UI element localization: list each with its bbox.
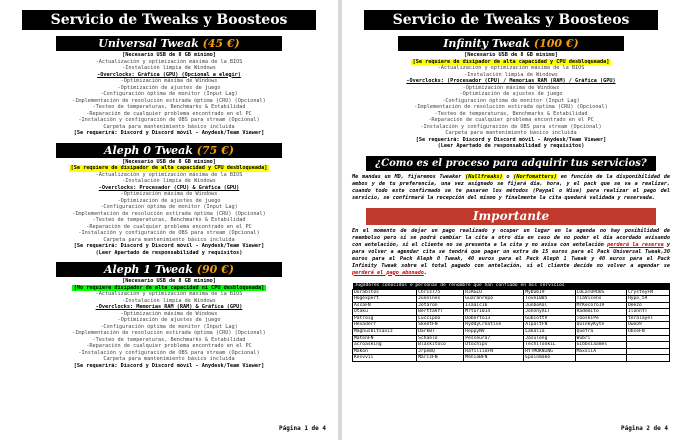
feature-text: [Se requiere de disipador de alta capacidad y CPU desbloqueada]: [412, 58, 610, 65]
aleph0-tweak-section: [0, 143, 338, 257]
feature-text: [Se requerirá: Discord y Discord móvil - Anydesk/Team Viewer]: [73, 243, 265, 249]
important-warning-1: perderá la reserva: [607, 241, 664, 248]
tier-name: Infinity Tweak: [443, 37, 531, 50]
page-number: Página 1 de 4: [279, 425, 326, 432]
feature-line: [8, 363, 330, 370]
table-cell: Otochips: [464, 342, 524, 349]
page-number: Página 2 de 4: [621, 425, 668, 432]
feature-text: Carpeta para mantenimiento básico incluida: [445, 130, 577, 136]
table-cell: teralayel: [626, 315, 669, 322]
tier-name: Universal Tweak: [98, 37, 199, 50]
table-cell: Dorabitos: [353, 289, 417, 296]
table-cell: MrKecoro19: [575, 302, 626, 309]
universal-feature-list: [0, 51, 338, 137]
players-table: [352, 283, 670, 363]
table-cell: Otaku: [353, 309, 417, 316]
table-cell: MatenFN: [353, 335, 417, 342]
aleph1-tweak-section: [0, 262, 338, 369]
process-heading: ¿Como es el proceso para adquirir tus servicios?: [366, 156, 656, 171]
table-cell: Tove1005: [524, 296, 575, 303]
feature-text: -Overclocks: Procesador (CPU) & Gráfica (GPU): [98, 184, 240, 191]
table-cell: BerttaVYT: [417, 309, 464, 316]
feature-text: -Overclocks: Gráfica (GPU) (Opcional a elegir): [97, 71, 241, 78]
table-cell: Jotaron: [417, 302, 464, 309]
table-cell: MyDub19: [524, 289, 575, 296]
feature-text: Carpeta para mantenimiento básico incluida: [103, 356, 235, 362]
table-cell: Schaelo: [417, 335, 464, 342]
feature-text: [Necesario USB de 8 GB mínimo]: [122, 158, 216, 165]
feature-text: -Actualización y optimización máxima de la BIOS: [95, 58, 243, 65]
table-row: [353, 322, 670, 329]
feature-text: -Optimización máxima de Windows: [120, 310, 218, 317]
feature-text: -Testeo de temperaturas, Benchmarks & Estabilidad: [92, 336, 246, 343]
table-cell: Gibbsiaames: [575, 342, 626, 349]
tier-name: Aleph 0 Tweak: [104, 143, 193, 157]
table-row: [353, 289, 670, 296]
infinity-tweak-heading: [398, 36, 624, 51]
feature-text: -Implementación de resolución estirada óptima (CRU) (Opcional): [72, 330, 266, 336]
table-cell: Rademito: [575, 309, 626, 316]
feature-text: [No requiere disipador de alta capacidad ni CPU desbloqueada]: [73, 284, 265, 291]
document-page-2: [342, 0, 680, 440]
feature-text: -Actualización y optimización máxima de la BIOS: [437, 65, 585, 71]
tier-price: (75 €): [196, 143, 234, 157]
tier-price: (90 €): [196, 263, 234, 276]
feature-text: (Leer Apartado de responsabilidad y requisitos): [437, 143, 585, 149]
feature-text: [Necesario USB de 8 GB mínimo]: [122, 278, 216, 284]
feature-text: [Se requiere de disipador de alta capacidad y CPU desbloqueada]: [70, 165, 268, 171]
table-cell: ReppyNV: [464, 329, 524, 336]
feature-line: [8, 130, 330, 137]
feature-text: -Configuración óptima de monitor (Input Lag): [100, 204, 238, 210]
feature-text: [Necesario USB de 8 GB mínimo]: [464, 52, 558, 58]
feature-text: -Testeo de temperaturas, Benchmarks & Estabilidad: [92, 217, 246, 223]
feature-text: -Testeo de temperaturas, Benchmarks & Estabilidad: [92, 104, 246, 110]
feature-text: Carpeta para mantenimiento básico incluida: [103, 123, 235, 130]
feature-text: -Configuración óptima de monitor (Input Lag): [442, 97, 580, 104]
tier-price: (45 €): [202, 37, 240, 50]
table-row: [353, 302, 670, 309]
feature-text: [Se requerirá: Discord y Discord móvil - Anydesk/Team Viewer]: [73, 362, 265, 369]
feature-text: [Necesario USB de 8 GB mínimo]: [122, 52, 216, 58]
table-row: [353, 355, 670, 362]
table-cell: QuinkyKyte: [575, 322, 626, 329]
feature-text: -Optimización de ajustes de juego: [459, 91, 563, 97]
feature-text: -Instalación y configuración de OBS para stream (Opcional): [78, 117, 260, 123]
table-cell: TooskiPe: [575, 315, 626, 322]
feature-text: -Reparación de cualquier problema encontrado en el PC: [86, 223, 252, 230]
table-cell: acroasking: [353, 342, 417, 349]
table-row: [353, 296, 670, 303]
table-cell: Makon: [353, 348, 417, 355]
table-row: [353, 315, 670, 322]
table-cell: RJAGLO: [464, 289, 524, 296]
infinity-feature-list: [342, 51, 680, 150]
table-cell: AssaFN: [353, 302, 417, 309]
table-cell: [626, 355, 669, 362]
feature-text: -Reparación de cualquier problema encontrado en el PC: [86, 110, 252, 117]
feature-text: [Se requerirá: Discord y Discord móvil - Anydesk/Team Viewer]: [73, 130, 265, 136]
feature-text: -Configuración óptima de monitor (Input Lag): [100, 91, 238, 97]
table-row: [353, 329, 670, 336]
feature-text: -Actualización y optimización máxima de la BIOS: [95, 291, 243, 297]
process-text-1: Me mandas un MD, fijaremos Tweaker: [352, 173, 462, 180]
feature-text: -Optimización de ajustes de juego: [117, 197, 221, 204]
table-cell: [575, 355, 626, 362]
important-heading: Importante: [366, 208, 656, 225]
aleph0-feature-list: [0, 158, 338, 257]
feature-text: -Instalación y configuración de OBS para stream (Opcional): [78, 230, 260, 236]
table-cell: JohnnyXLT: [524, 309, 575, 316]
table-cell: TechiTookiL: [524, 342, 575, 349]
table-cell: JrpemQ: [417, 348, 464, 355]
table-row: [353, 348, 670, 355]
table-row: [353, 342, 670, 349]
table-cell: Guaranrepo: [464, 296, 524, 303]
tweaker-name-2: (Norfomatters): [513, 173, 557, 180]
table-cell: RYTMOKNING: [524, 348, 575, 355]
table-cell: Kesvvii: [353, 355, 417, 362]
table-cell: TiaVicens: [575, 296, 626, 303]
infinity-tweak-section: [342, 36, 680, 150]
table-row: [353, 309, 670, 316]
table-cell: Magnusbitsaniz: [353, 329, 417, 336]
document-page-1: [0, 0, 338, 440]
process-text-2: en función de la disponibilidad de ambos y de tu preferencia, una vez asignado se fijará día, hora, y el pack que se va a realizar, cuando todo este confirmado se te pasaran los métodos (Paypal o Wise) para realizar el pago del servicio, se confirmará la recepción del mismo y finalmente la cita quedará validada y reservada.: [352, 173, 671, 201]
aleph1-tweak-heading: [56, 262, 282, 277]
table-cell: Lakalia: [524, 329, 575, 336]
table-cell: Hogexpert: [353, 296, 417, 303]
table-cell: Luccipoo: [417, 315, 464, 322]
table-cell: Blaskitoco: [417, 342, 464, 349]
table-cell: JunboAal: [524, 302, 575, 309]
table-row: [353, 335, 670, 342]
table-cell: Hexaderr: [353, 322, 417, 329]
table-cell: Pesseura7: [464, 335, 524, 342]
important-text-2: y para volver a agendar cita se tendrá que pagar un extra de 15 euros para el Pack Universal Tweak,30 euros para el Pack Aleph 0 Tweak, 40 euros para el Pack Aleph 1 Tweak y 40 euros para el Pack Infinity Tweak sobre el total pagado con antelación, si el cliente decide no volver a agendar se: [352, 241, 671, 269]
feature-text: -Instalación limpia de Windows: [464, 71, 558, 78]
players-table-header: Jugadores conocidos o personas de renombre que han confiado en mis servicios: [353, 283, 670, 290]
feature-text: -Optimización máxima de Windows: [120, 191, 218, 197]
feature-text: -Implementación de resolución estirada óptima (CRU) (Opcional): [72, 97, 266, 104]
table-cell: Mrtor1014: [464, 309, 524, 316]
table-cell: Jasuleng: [524, 335, 575, 342]
aleph0-tweak-heading: [56, 143, 282, 158]
universal-tweak-section: [0, 36, 338, 137]
table-cell: AlpaltFN: [524, 322, 575, 329]
important-paragraph: [342, 228, 680, 277]
page-title: Servicio de Tweaks y Boosteos: [22, 10, 316, 30]
feature-text: (Leer Apartado de responsabilidad y requisitos): [95, 249, 243, 256]
table-cell: Deezo: [626, 302, 669, 309]
feature-line: [350, 143, 672, 150]
feature-text: -Implementación de resolución estirada óptima (CRU) (Opcional): [72, 210, 266, 217]
table-cell: Juenines: [417, 296, 464, 303]
table-cell: IlonnYT: [626, 309, 669, 316]
table-cell: RyddyCreative: [464, 322, 524, 329]
table-cell: Owoo9: [626, 322, 669, 329]
page-title: Servicio de Tweaks y Boosteos: [364, 10, 658, 30]
table-cell: [626, 342, 669, 349]
feature-text: -Actualización y optimización máxima de la BIOS: [95, 171, 243, 178]
feature-text: -Instalación limpia de Windows: [122, 297, 216, 304]
table-cell: [626, 348, 669, 355]
feature-text: -Overclocks: (Procesador (CPU) / Memorias RAM (RAM) / Gráfica (GPU): [406, 78, 616, 84]
table-cell: Isaaic16: [464, 302, 524, 309]
feature-text: -Instalación y configuración de OBS para stream (Opcional): [420, 123, 602, 130]
table-cell: Hypo_59: [626, 296, 669, 303]
feature-text: -Instalación limpia de Windows: [122, 65, 216, 71]
table-cell: GubiottV: [524, 315, 575, 322]
table-cell: ObseFN: [626, 329, 669, 336]
feature-text: -Overclocks: Memorias RAM (RAM) & Gráfica (GPU): [95, 304, 243, 310]
table-cell: CrysteyFN: [626, 289, 669, 296]
feature-text: Carpeta para mantenimiento básico incluida: [103, 236, 235, 243]
players-table-body: [353, 289, 670, 362]
universal-tweak-heading: [56, 36, 282, 51]
table-cell: LOLaTOPOUS: [575, 289, 626, 296]
process-or: o: [502, 173, 514, 180]
table-cell: [626, 335, 669, 342]
feature-text: -Implementación de resolución estirada óptima (CRU) (Opcional): [414, 104, 608, 110]
feature-text: -Testeo de temperaturas, Benchmarks & Estabilidad: [434, 110, 588, 117]
feature-text: -Optimización máxima de Windows: [462, 84, 560, 91]
table-cell: Quefra: [575, 329, 626, 336]
table-cell: Epoinmako: [524, 355, 575, 362]
process-paragraph: [342, 174, 680, 202]
feature-text: -Instalación y configuración de OBS para stream (Opcional): [78, 349, 260, 356]
feature-line: [8, 250, 330, 257]
table-cell: Doberto13: [464, 315, 524, 322]
feature-text: -Instalación limpia de Windows: [122, 178, 216, 184]
important-text-3: .: [423, 269, 427, 276]
feature-text: -Optimización máxima de Windows: [120, 78, 218, 84]
tweaker-name-1: (Nullfreaks): [465, 173, 503, 180]
aleph1-feature-list: [0, 277, 338, 369]
feature-text: -Optimización de ajustes de juego: [117, 84, 221, 91]
important-text-1: En el momento de dejar un pago realizado y ocupar un lugar en la agenda no hay posibilidad de reembolso pero si se podrá cambiar la cita a otro día en caso de no poder el día acordado avisando con antelación, si el cliente no se presenta a la cita y no avisa con antelación: [352, 227, 670, 248]
tier-name: Aleph 1 Tweak: [104, 263, 193, 276]
table-cell: Patroig: [353, 315, 417, 322]
table-cell: MarizFN: [417, 355, 464, 362]
feature-text: -Configuración óptima de monitor (Input Lag): [100, 323, 238, 330]
table-cell: Dark07: [417, 329, 464, 336]
feature-text: -Reparación de cualquier problema encontrado en el PC: [428, 117, 594, 123]
table-cell: MaxxiiA: [575, 348, 626, 355]
table-cell: SkeetFN: [417, 322, 464, 329]
feature-text: [Se requerirá: Discord y Discord móvil - Anydesk/Team Viewer]: [415, 136, 607, 143]
table-cell: MeniaBFN: [464, 355, 524, 362]
table-cell: Wubri: [575, 335, 626, 342]
important-warning-2: perderá el pago abonado: [352, 269, 424, 276]
tier-price: (100 €): [533, 37, 579, 50]
table-cell: RafiliioFN: [464, 348, 524, 355]
table-cell: Chris775: [417, 289, 464, 296]
feature-text: -Optimización de ajustes de juego: [117, 317, 221, 323]
feature-text: -Reparación de cualquier problema encontrado en el PC: [86, 343, 252, 349]
